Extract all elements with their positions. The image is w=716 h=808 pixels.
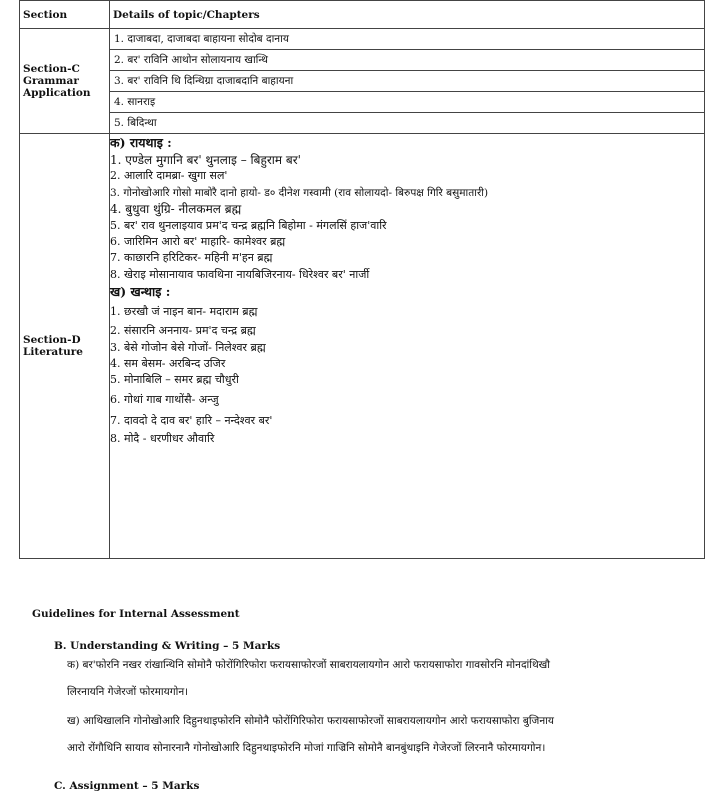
prose-item: 7. दावदो दे दाव बर' हारि – नन्देश्वर बर' bbox=[110, 413, 273, 427]
grammar-item: 5. बिदिन्था bbox=[114, 117, 157, 129]
poetry-heading: क) रायथाइ : bbox=[110, 135, 172, 150]
prose-item: 6. गोथां गाब गाथोंसै- अन्जु bbox=[110, 392, 219, 406]
section-b-heading: B. Understanding & Writing – 5 Marks bbox=[54, 640, 281, 652]
paragraph-kha bbox=[67, 708, 707, 762]
header-details: Details of topic/Chapters bbox=[110, 1, 705, 29]
prose-item: 8. मोदै - धरणीधर औवारि bbox=[110, 431, 215, 445]
poetry-item: 7. काछारनि हरिटिकर- महिनी म'हन ब्रह्म bbox=[110, 251, 273, 265]
section-c-label: Section-C Grammar Application bbox=[20, 29, 110, 134]
prose-item: 3. बेसे गोजोन बेसे गोजों- निलेश्वर ब्रह्म bbox=[110, 340, 266, 354]
header-section: Section bbox=[20, 1, 110, 29]
grammar-item: 3. बर' राविनि थि दिन्थिग्रा दाजाबदानि बाहायना bbox=[110, 71, 704, 92]
prose-item: 5. मोनाबिलि – समर ब्रह्म चौधुरी bbox=[110, 373, 239, 387]
prose-item: 1. छरखौ जं नाइन बान- मदाराम ब्रह्म bbox=[110, 305, 258, 319]
prose-item: 2. संसारनि अननाय- प्रम'द चन्द्र ब्रह्म bbox=[110, 324, 256, 338]
section-d-label: Section-D Literature bbox=[20, 134, 110, 559]
grammar-item: 4. सानराइ bbox=[110, 92, 704, 113]
grammar-item: 1. दाजाबदा, दाजाबदा बाहायना सोदोब दानाय bbox=[110, 29, 704, 50]
paragraph-line: लिरनायनि गेजेरजों फोरमायगोन। bbox=[67, 686, 189, 698]
paragraph-ka bbox=[67, 652, 707, 706]
poetry-item: 5. बर' राव थुनलाइयाव प्रम'द चन्द्र ब्रह्मनि बिहोमा - मंगलसिं हाज'वारि bbox=[110, 218, 387, 232]
poetry-item: 1. एण्डेल मुगानि बर' थुनलाइ – बिहुराम बर' bbox=[110, 153, 301, 167]
literature-topics bbox=[110, 134, 705, 559]
grammar-topics bbox=[110, 29, 705, 134]
paragraph-line: ख) आथिखालनि गोनोखोआरि दिहुनथाइफोरनि सोमोनै फोरोंगिरिफोरा फरायसाफोरजों साबरायलायगोन आरो फरायसाफोरा बुजिनाय bbox=[67, 715, 554, 727]
paragraph-line: आरो रोंगौथिनि सायाव सोनारनानै गोनोखोआरि दिहुनथाइफोरनि मोजां गाज्रिनि सोमोनै बानबुंथाइनि गेजेरजों लिरनानै फोरमायगोन। bbox=[67, 742, 546, 754]
prose-item: 4. सम बेसम- अरबिन्द उजिर bbox=[110, 357, 226, 371]
section-c-heading: C. Assignment – 5 Marks bbox=[54, 780, 200, 792]
grammar-item: 2. बर' राविनि आथोन सोलायनाय खान्थि bbox=[110, 50, 704, 71]
poetry-item: 8. खेराइ मोसानायाव फावथिना नायबिजिरनाय- धिरेश्वर बर' नार्जी bbox=[110, 267, 370, 281]
paragraph-line: क) बर'फोरनि नखर रांखान्थिनि सोमोनै फोरोंगिरिफोरा फरायसाफोरजों साबरायलायगोन आरो फरायसाफोरा गावसोरनि मोनदांथिखौ bbox=[67, 659, 550, 671]
guidelines-title: Guidelines for Internal Assessment bbox=[32, 608, 240, 620]
poetry-item: 4. बुधुवा थुंग्रि- नीलकमल ब्रह्म bbox=[110, 202, 242, 217]
syllabus-table bbox=[19, 0, 705, 559]
prose-heading: ख) खन्थाइ : bbox=[110, 284, 171, 300]
poetry-item: 6. जारिमिन आरो बर' माहारि- कामेश्वर ब्रह्म bbox=[110, 235, 286, 249]
poetry-item: 3. गोनोखोआरि गोसो माबोरै दानो हायो- ड० दीनेश गस्वामी (राव सोलायदो- बिरुपक्ष गिरि बसुमातारी) bbox=[110, 186, 489, 199]
poetry-item: 2. आलारि दामब्रा- खुगा सल' bbox=[110, 169, 228, 183]
